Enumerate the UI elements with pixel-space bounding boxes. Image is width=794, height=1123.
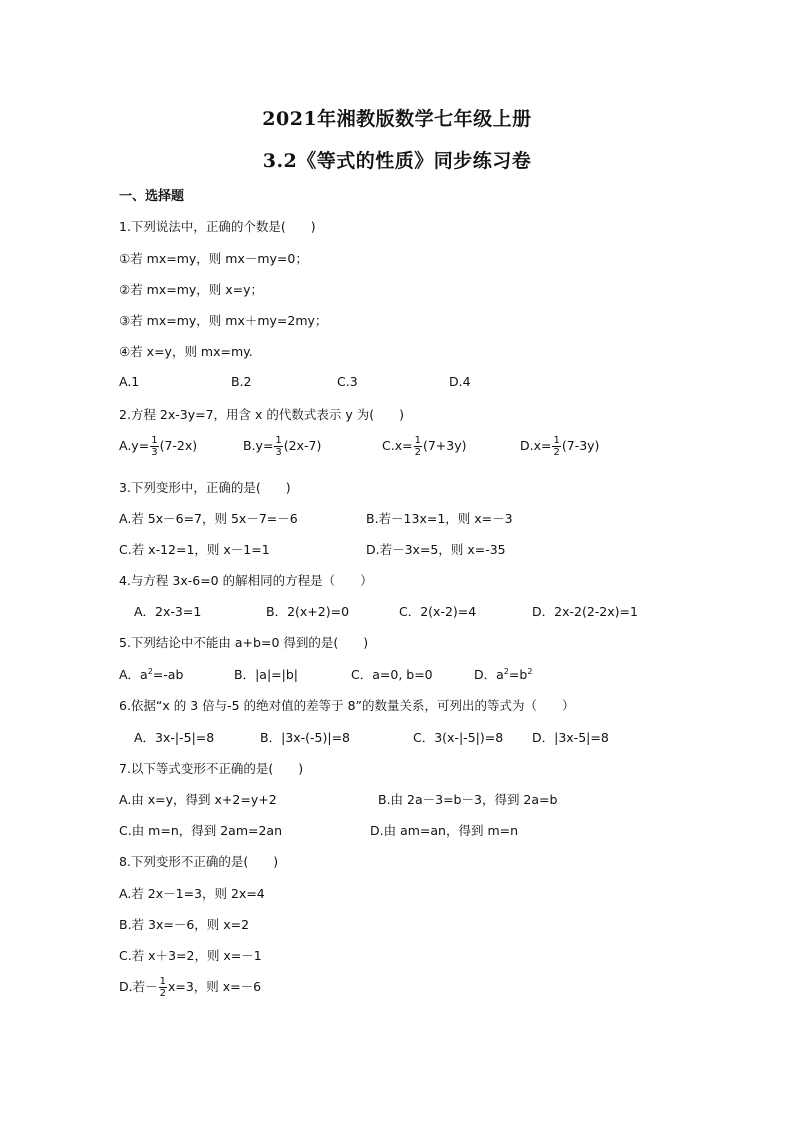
question-5-option-c: C．a=0, b=0 bbox=[351, 667, 433, 682]
question-8-option-d bbox=[119, 976, 261, 999]
question-3-option-d: D.若－3x=5，则 x=-35 bbox=[366, 542, 506, 557]
option-b-prefix: B.y= bbox=[243, 438, 274, 453]
fraction-denominator: 2 bbox=[414, 447, 421, 458]
question-6-option-d: D．|3x-5|=8 bbox=[532, 730, 609, 745]
question-1-option-c: C.3 bbox=[337, 374, 358, 389]
question-4-option-b: B．2(x+2)=0 bbox=[266, 604, 350, 619]
fraction-denominator: 3 bbox=[275, 447, 282, 458]
question-1-statement-4: ④若 x=y，则 mx=my. bbox=[119, 344, 253, 359]
question-5-stem: 5.下列结论中不能由 a+b=0 得到的是( ) bbox=[119, 635, 369, 650]
option-d-exponent-2: 2 bbox=[527, 666, 533, 676]
question-2-option-a bbox=[119, 435, 197, 458]
question-3-option-b: B.若－13x=1，则 x=－3 bbox=[366, 511, 513, 526]
question-8-option-c: C.若 x＋3=2，则 x=－1 bbox=[119, 948, 262, 963]
fraction-numerator: 1 bbox=[275, 435, 282, 446]
option-d-prefix: D.x= bbox=[520, 438, 552, 453]
question-6-option-a: A．3x-|-5|=8 bbox=[134, 730, 215, 745]
worksheet-title: 2021年湘教版数学七年级上册 bbox=[262, 108, 532, 130]
fraction-one-half bbox=[414, 435, 422, 458]
fraction-one-third bbox=[274, 435, 282, 458]
question-1-option-a: A.1 bbox=[119, 374, 140, 389]
fraction-numerator: 1 bbox=[414, 435, 421, 446]
question-8-option-b: B.若 3x=－6，则 x=2 bbox=[119, 917, 250, 932]
fraction-denominator: 3 bbox=[151, 447, 158, 458]
fraction-one-half bbox=[552, 435, 560, 458]
question-3-option-a: A.若 5x－6=7，则 5x－7=－6 bbox=[119, 511, 298, 526]
question-7-option-b: B.由 2a－3=b－3，得到 2a=b bbox=[378, 792, 558, 807]
question-1-statement-1: ①若 mx=my，则 mx－my=0； bbox=[119, 251, 308, 266]
question-4-stem: 4.与方程 3x-6=0 的解相同的方程是（ ） bbox=[119, 573, 373, 588]
question-1-statement-2: ②若 mx=my，则 x=y； bbox=[119, 282, 264, 297]
question-7-stem: 7.以下等式变形不正确的是( ) bbox=[119, 761, 304, 776]
question-2-option-d bbox=[520, 435, 599, 458]
option-c-suffix: (7+3y) bbox=[422, 438, 467, 453]
question-1-option-d: D.4 bbox=[449, 374, 471, 389]
question-4-option-d: D．2x-2(2-2x)=1 bbox=[532, 604, 638, 619]
question-6-option-c: C．3(x-|-5|)=8 bbox=[413, 730, 504, 745]
question-2-option-b bbox=[243, 435, 321, 458]
option-c-prefix: C.x= bbox=[382, 438, 413, 453]
option-a-base: A．a bbox=[119, 667, 148, 682]
question-7-option-a: A.由 x=y，得到 x+2=y+2 bbox=[119, 792, 277, 807]
question-1-stem: 1.下列说法中，正确的个数是( ) bbox=[119, 219, 316, 234]
question-4-option-c: C．2(x-2)=4 bbox=[399, 604, 477, 619]
question-5-option-d bbox=[474, 665, 532, 683]
option-b-suffix: (2x-7) bbox=[283, 438, 322, 453]
section-heading: 一、选择题 bbox=[119, 189, 185, 204]
question-8-option-a: A.若 2x－1=3，则 2x=4 bbox=[119, 886, 265, 901]
fraction-one-third bbox=[150, 435, 158, 458]
question-1-option-b: B.2 bbox=[231, 374, 252, 389]
question-5-option-a bbox=[119, 665, 183, 683]
option-d-prefix: D.若－ bbox=[119, 979, 158, 994]
option-d-base: D．a bbox=[474, 667, 504, 682]
option-d-mid: =b bbox=[508, 667, 528, 682]
question-2-stem: 2.方程 2x-3y=7，用含 x 的代数式表示 y 为( ) bbox=[119, 407, 404, 422]
option-a-prefix: A.y= bbox=[119, 438, 150, 453]
question-3-stem: 3.下列变形中，正确的是( ) bbox=[119, 480, 291, 495]
question-7-option-d: D.由 am=an，得到 m=n bbox=[370, 823, 519, 838]
question-7-option-c: C.由 m=n，得到 2am=2an bbox=[119, 823, 283, 838]
option-a-rest: =-ab bbox=[152, 667, 184, 682]
fraction-one-half bbox=[159, 976, 167, 999]
fraction-denominator: 2 bbox=[159, 988, 166, 999]
fraction-numerator: 1 bbox=[553, 435, 560, 446]
question-1-statement-3: ③若 mx=my，则 mx＋my=2my； bbox=[119, 313, 328, 328]
fraction-numerator: 1 bbox=[151, 435, 158, 446]
question-8-stem: 8.下列变形不正确的是( ) bbox=[119, 854, 279, 869]
option-d-suffix: (7-3y) bbox=[561, 438, 600, 453]
fraction-denominator: 2 bbox=[553, 447, 560, 458]
question-2-option-c bbox=[382, 435, 466, 458]
option-a-exponent: 2 bbox=[147, 666, 153, 676]
question-5-option-b: B．|a|=|b| bbox=[234, 667, 298, 682]
option-d-exponent-1: 2 bbox=[503, 666, 509, 676]
question-4-option-a: A．2x-3=1 bbox=[134, 604, 202, 619]
option-a-suffix: (7-2x) bbox=[159, 438, 198, 453]
fraction-numerator: 1 bbox=[159, 976, 166, 987]
question-6-stem: 6.依据“x 的 3 倍与-5 的绝对值的差等于 8”的数量关系，可列出的等式为（ ） bbox=[119, 698, 575, 713]
worksheet-subtitle: 3.2《等式的性质》同步练习卷 bbox=[262, 150, 532, 172]
question-6-option-b: B．|3x-(-5)|=8 bbox=[260, 730, 351, 745]
option-d-suffix: x=3，则 x=－6 bbox=[167, 979, 262, 994]
question-3-option-c: C.若 x-12=1，则 x－1=1 bbox=[119, 542, 270, 557]
